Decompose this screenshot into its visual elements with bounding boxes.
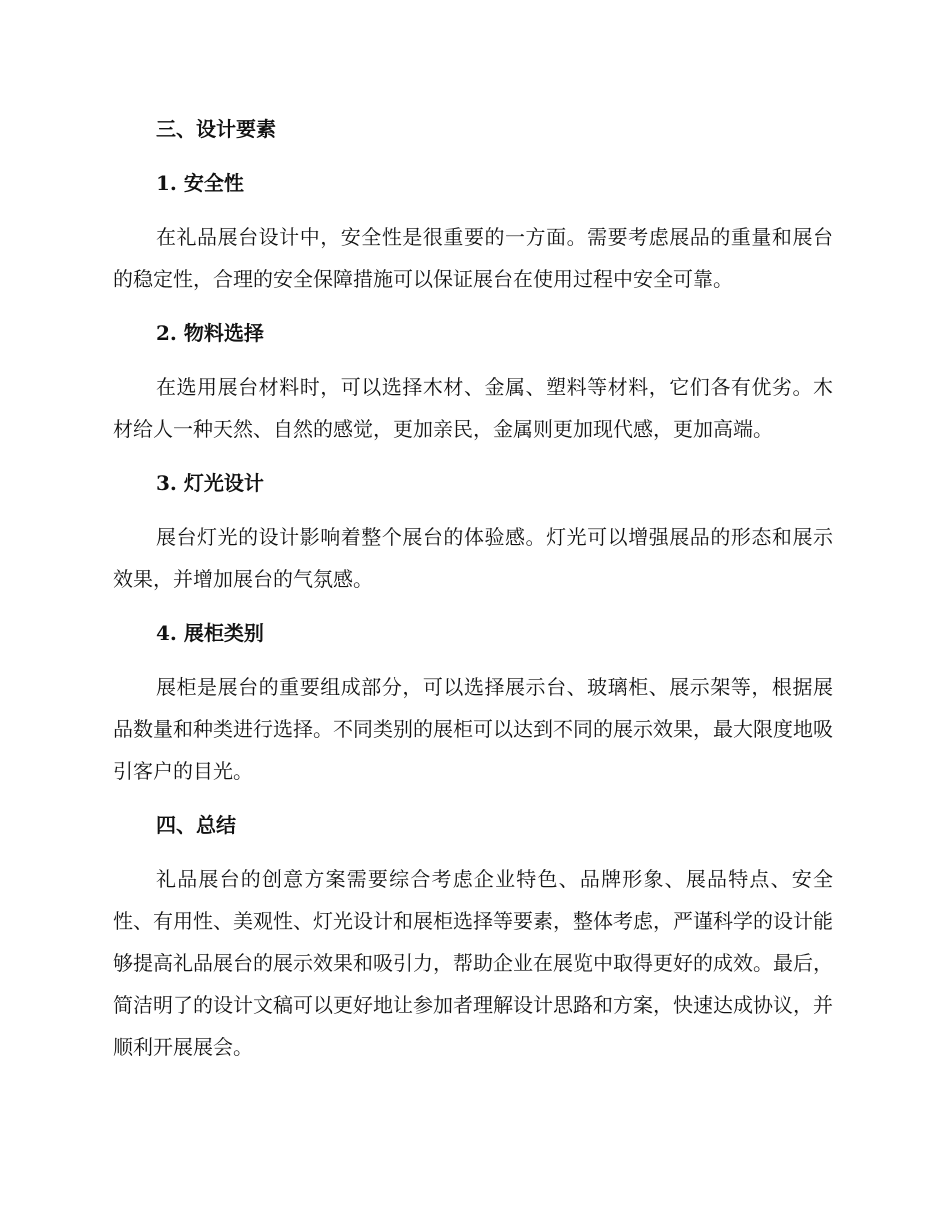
section-heading-summary: 四、总结 bbox=[156, 813, 236, 837]
document-content bbox=[113, 108, 833, 1080]
paragraph-lighting: 展台灯光的设计影响着整个展台的体验感。灯光可以增强展品的形态和展示效果，并增加展台的气氛感。 bbox=[113, 525, 833, 591]
subheading-lighting: 3. 灯光设计 bbox=[156, 471, 264, 495]
section-heading-design-elements: 三、设计要素 bbox=[156, 117, 276, 141]
paragraph-display-cases: 展柜是展台的重要组成部分，可以选择展示台、玻璃柜、展示架等，根据展品数量和种类进行选择。不同类别的展柜可以达到不同的展示效果，最大限度地吸引客户的目光。 bbox=[113, 675, 833, 783]
subheading-display-cases: 4. 展柜类别 bbox=[156, 621, 264, 645]
subheading-materials: 2. 物料选择 bbox=[156, 321, 264, 345]
paragraph-materials: 在选用展台材料时，可以选择木材、金属、塑料等材料，它们各有优劣。木材给人一种天然、自然的感觉，更加亲民，金属则更加现代感，更加高端。 bbox=[113, 375, 833, 441]
subheading-safety: 1. 安全性 bbox=[156, 171, 244, 195]
paragraph-safety: 在礼品展台设计中，安全性是很重要的一方面。需要考虑展品的重量和展台的稳定性，合理的安全保障措施可以保证展台在使用过程中安全可靠。 bbox=[113, 225, 833, 291]
paragraph-summary: 礼品展台的创意方案需要综合考虑企业特色、品牌形象、展品特点、安全性、有用性、美观性、灯光设计和展柜选择等要素，整体考虑，严谨科学的设计能够提高礼品展台的展示效果和吸引力，帮助企业在展览中取得更好的成效。最后，简洁明了的设计文稿可以更好地让参加者理解设计思路和方案，快速达成协议，并顺利开展展会。 bbox=[113, 867, 833, 1059]
